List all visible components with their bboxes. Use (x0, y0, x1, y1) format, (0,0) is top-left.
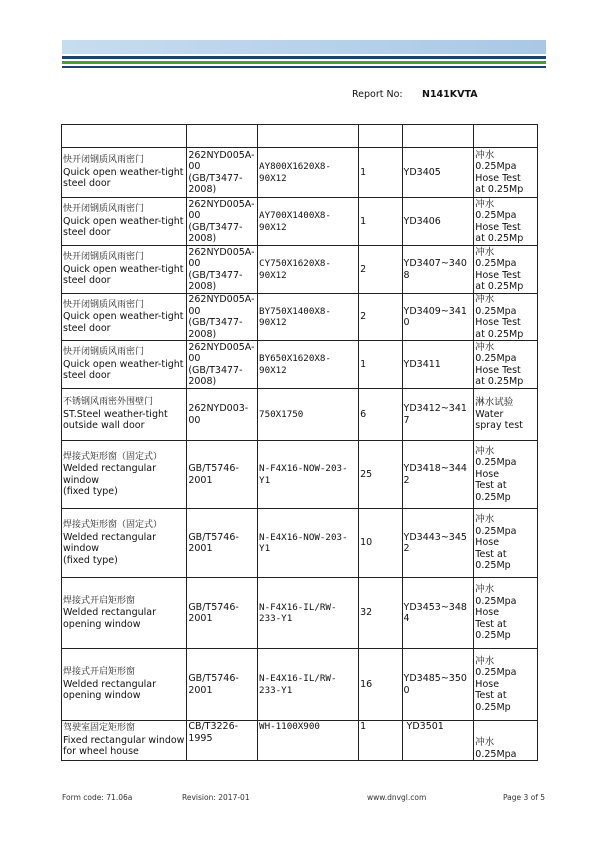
report-number (352, 89, 478, 100)
form-code: Form code: 71.06a (62, 793, 133, 802)
test-cell: 冲水 0.25Mpa Hose Test at 0.25Mp (474, 509, 538, 578)
item-name-cell (62, 294, 187, 341)
item-name-en: Welded rectangular window (fixed type) (63, 463, 156, 497)
test-cell: 冲水 0.25Mpa (474, 721, 538, 761)
item-name-zh: 焊接式开启矩形窗 (63, 595, 136, 606)
table-row (62, 294, 538, 341)
item-name-en: Quick open weather-tight steel door (63, 358, 184, 382)
identification-cell: YD3407~3408 (402, 246, 474, 294)
standard-cell: 262NYD005A-00 (GB/T3477-2008) (187, 148, 258, 198)
table-row (62, 148, 538, 198)
item-name-cell (62, 246, 187, 294)
table-row (62, 649, 538, 721)
identification-cell: YD3405 (402, 148, 474, 198)
quantity-cell: 1 (359, 341, 402, 389)
standard-cell: GB/T5746-2001 (187, 649, 258, 721)
test-cell: 冲水 0.25Mpa Hose Test at 0.25Mp (474, 148, 538, 198)
standard-cell: CB/T3226-1995 (187, 721, 258, 761)
table-row (62, 578, 538, 649)
item-name-en: Welded rectangular window (fixed type) (63, 531, 156, 566)
specification-cell: WH-1100X900 (258, 721, 359, 761)
specification-cell: N-F4X16-NOW-203-Y1 (258, 441, 359, 509)
specification-cell: CY750X1620X8-90X12 (258, 246, 359, 294)
item-name-cell (62, 148, 187, 198)
item-name-zh: 不锈钢风雨密外围壁门 (63, 397, 154, 408)
item-name-zh: 快开闭钢质风雨密门 (63, 204, 145, 215)
specification-cell: N-E4X16-IL/RW-233-Y1 (258, 649, 359, 721)
item-name-en: Quick open weather-tight steel door (63, 263, 184, 287)
website: www.dnvgl.com (367, 793, 427, 802)
item-name-zh: 焊接式开启矩形窗 (63, 667, 136, 678)
identification-cell: YD3485~3500 (402, 649, 474, 721)
identification-cell: YD3409~3410 (402, 294, 474, 341)
table-row (62, 721, 538, 761)
test-cell: 淋水试验 Water spray test (474, 389, 538, 441)
item-name-cell (62, 441, 187, 509)
quantity-cell: 1 (359, 198, 402, 246)
specification-cell: N-E4X16-NOW-203-Y1 (258, 509, 359, 578)
item-name-zh: 快开闭钢质风雨密门 (63, 155, 145, 166)
table-row (62, 389, 538, 441)
standard-cell: 262NYD005A-00 (GB/T3477-2008) (187, 341, 258, 389)
standard-cell: 262NYD005A-00 (GB/T3477-2008) (187, 294, 258, 341)
item-name-cell (62, 509, 187, 578)
certificate-table (61, 124, 538, 761)
quantity-cell: 16 (359, 649, 402, 721)
quantity-cell: 6 (359, 389, 402, 441)
table-row (62, 441, 538, 509)
item-name-cell (62, 341, 187, 389)
item-name-zh: 驾驶室固定矩形窗 (63, 723, 136, 734)
quantity-cell: 25 (359, 441, 402, 509)
item-name-cell (62, 721, 187, 761)
item-name-en: ST.Steel weather-tight outside wall door (63, 408, 168, 432)
item-name-zh: 焊接式矩形窗（固定式） (63, 451, 163, 462)
item-name-zh: 快开闭钢质风雨密门 (63, 299, 145, 310)
quantity-cell: 1 (359, 148, 402, 198)
page-number: Page 3 of 5 (503, 793, 546, 802)
item-name-zh: 焊接式矩形窗（固定式） (63, 520, 163, 530)
identification-cell: YD3412~3417 (402, 389, 474, 441)
revision: Revision: 2017-01 (182, 793, 250, 802)
item-name-zh: 快开闭钢质风雨密门 (63, 347, 145, 358)
item-name-en: Quick open weather-tight steel door (63, 215, 184, 239)
item-name-en: Fixed rectangular window for wheel house (63, 734, 185, 758)
test-cell: 冲水 0.25Mpa Hose Test at 0.25Mp (474, 649, 538, 721)
standard-cell: GB/T5746-2001 (187, 441, 258, 509)
item-name-cell (62, 198, 187, 246)
test-cell: 冲水 0.25Mpa Hose Test at 0.25Mp (474, 246, 538, 294)
specification-cell: AY700X1400X8-90X12 (258, 198, 359, 246)
identification-cell: YD3406 (402, 198, 474, 246)
header-rule-navy-2 (62, 66, 546, 68)
standard-cell: 262NYD003-00 (187, 389, 258, 441)
table-header-row (62, 125, 538, 148)
header-band-light (62, 40, 546, 54)
table-row (62, 341, 538, 389)
standard-cell: GB/T5746-2001 (187, 578, 258, 649)
standard-cell: 262NYD005A-00 (GB/T3477-2008) (187, 198, 258, 246)
specification-cell: BY750X1400X8-90X12 (258, 294, 359, 341)
test-cell: 冲水 0.25Mpa Hose Test at 0.25Mp (474, 578, 538, 649)
item-name-en: Quick open weather-tight steel door (63, 311, 184, 334)
item-name-en: Quick open weather-tight steel door (63, 166, 184, 190)
standard-cell: GB/T5746-2001 (187, 509, 258, 578)
identification-cell: YD3453~3484 (402, 578, 474, 649)
table-row (62, 198, 538, 246)
item-name-zh: 快开闭钢质风雨密门 (63, 252, 145, 263)
identification-cell: YD3501 (402, 721, 474, 761)
report-label: Report No: (352, 89, 403, 100)
item-name-cell (62, 578, 187, 649)
specification-cell: 750X1750 (258, 389, 359, 441)
standard-cell: 262NYD005A-00 (GB/T3477-2008) (187, 246, 258, 294)
quantity-cell: 2 (359, 246, 402, 294)
table-row (62, 509, 538, 578)
test-cell: 冲水 0.25Mpa Hose Test at 0.25Mp (474, 441, 538, 509)
item-name-en: Welded rectangular opening window (63, 678, 156, 702)
identification-cell: YD3411 (402, 341, 474, 389)
quantity-cell: 10 (359, 509, 402, 578)
specification-cell: BY650X1620X8-90X12 (258, 341, 359, 389)
identification-cell: YD3443~3452 (402, 509, 474, 578)
item-name-cell (62, 649, 187, 721)
report-value: N141KVTA (422, 89, 478, 100)
quantity-cell: 1 (359, 721, 402, 761)
test-cell: 冲水 0.25Mpa Hose Test at 0.25Mp (474, 341, 538, 389)
identification-cell: YD3418~3442 (402, 441, 474, 509)
item-name-cell (62, 389, 187, 441)
quantity-cell: 32 (359, 578, 402, 649)
specification-cell: AY800X1620X8-90X12 (258, 148, 359, 198)
table-row (62, 246, 538, 294)
test-cell: 冲水 0.25Mpa Hose Test at 0.25Mp (474, 294, 538, 341)
item-name-en: Welded rectangular opening window (63, 607, 156, 630)
test-cell: 冲水 0.25Mpa Hose Test at 0.25Mp (474, 198, 538, 246)
header-rule-navy (62, 56, 546, 59)
specification-cell: N-F4X16-IL/RW-233-Y1 (258, 578, 359, 649)
quantity-cell: 2 (359, 294, 402, 341)
header-rule-green (62, 61, 546, 64)
